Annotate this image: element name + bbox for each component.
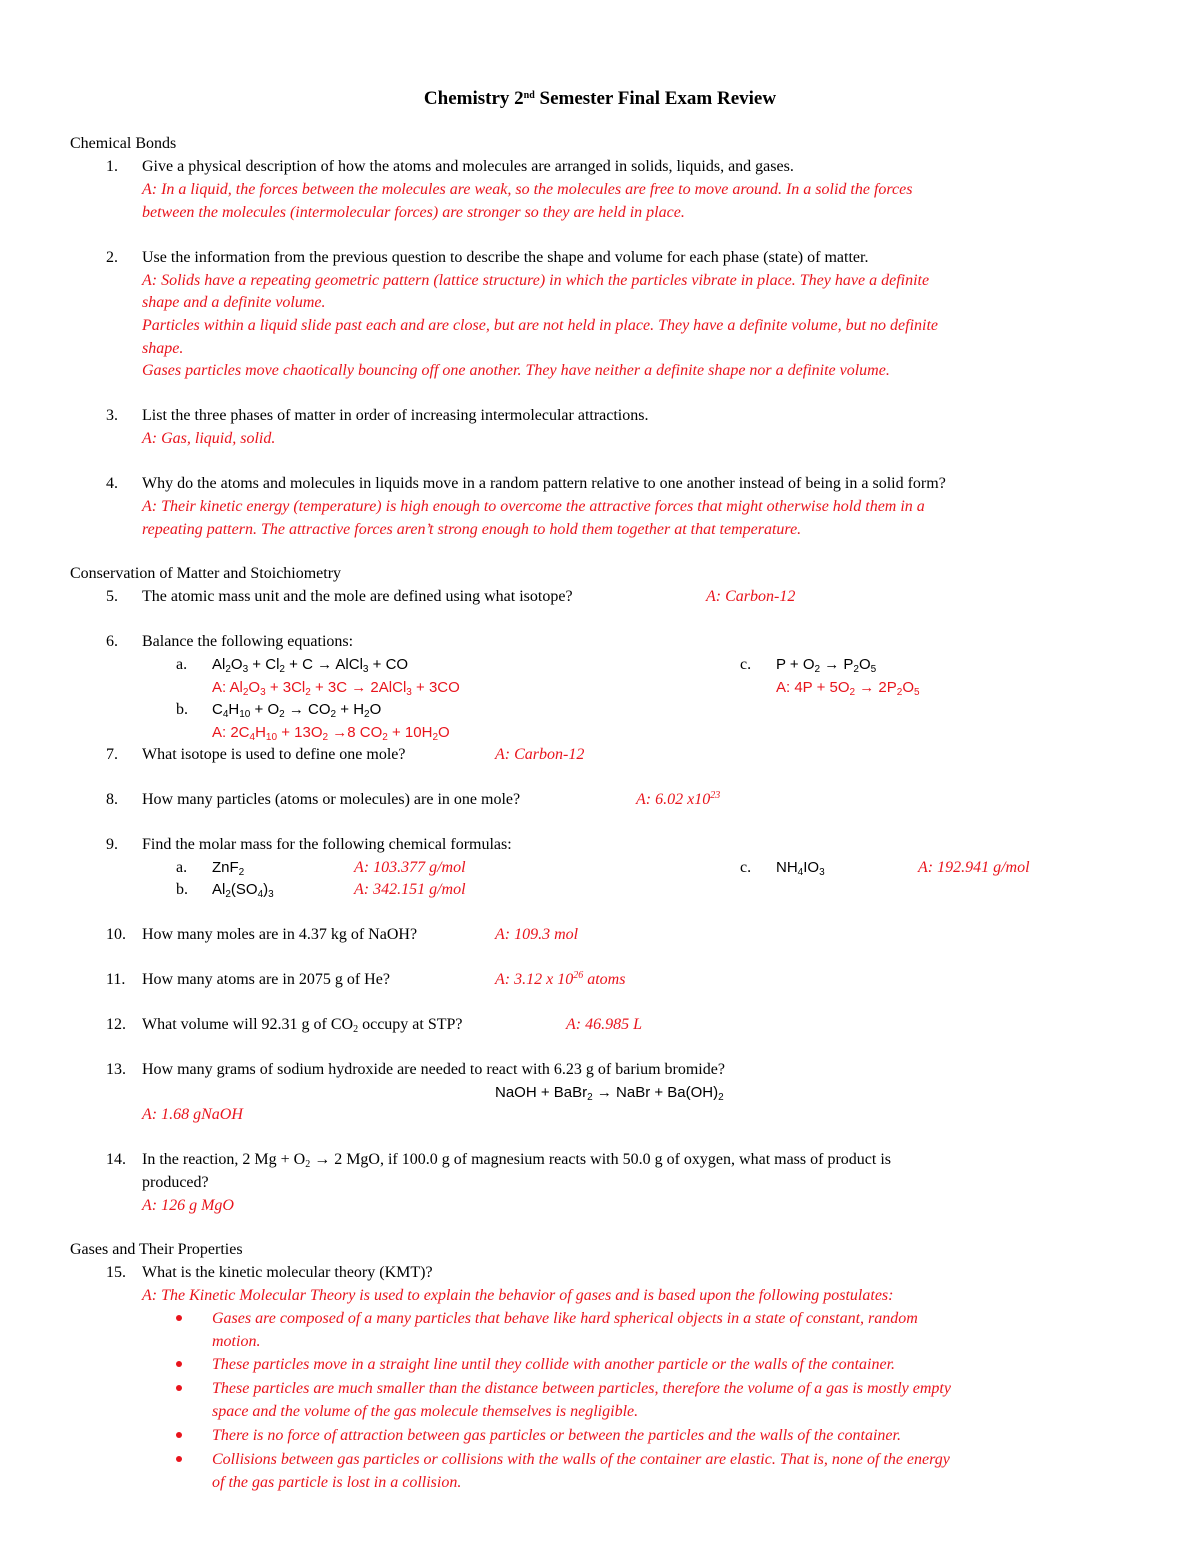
answer-text: A: Carbon-12: [495, 746, 585, 763]
bullet-icon: [176, 1361, 182, 1367]
section-heading-gases: Gases and Their Properties: [70, 1241, 243, 1258]
section-heading-chemical-bonds: Chemical Bonds: [70, 135, 177, 152]
question-text: Use the information from the previous question to describe the shape and volume for each phase (state) of matter.: [142, 249, 869, 266]
question-number: 13.: [106, 1061, 126, 1078]
bullet-icon: [176, 1456, 182, 1462]
answer-text: Gases particles move chaotically bouncing off one another. They have neither a definite shape nor a definite volume.: [142, 362, 890, 379]
question-text: In the reaction, 2 $Mg + O_2 \to 2$ MgO, if 100.0 g of magnesium reacts with 50.0 g of oxygen, what mass of product is: [142, 1151, 892, 1170]
question-number: 12.: [106, 1016, 126, 1033]
bullet-icon: [176, 1432, 182, 1438]
item-letter: c.: [740, 859, 752, 876]
question-text: Find the molar mass for the following chemical formulas:: [142, 836, 512, 853]
answer-text: shape.: [142, 340, 184, 357]
question-text: What isotope is used to define one mole?: [142, 746, 406, 763]
question-number: 2.: [106, 249, 118, 266]
question-number: 1.: [106, 158, 118, 175]
formula-b: $Al_2(SO_4)_3$: [212, 881, 274, 900]
bullet-icon: [176, 1385, 182, 1391]
answer-text: A: 109.3 mol: [495, 926, 579, 943]
item-letter: a.: [176, 656, 188, 673]
equation-c: $P + O_2 \to P_2O_5$: [776, 656, 877, 675]
question-text: The atomic mass unit and the mole are defined using what isotope?: [142, 588, 573, 605]
question-text: Why do the atoms and molecules in liquids move in a random pattern relative to one another instead of being in a solid form?: [142, 475, 946, 492]
question-number: 14.: [106, 1151, 126, 1168]
equation-a: $Al_2O_3 + Cl_2 + C$ → AlCl$_3$ + CO: [212, 656, 409, 675]
answer-text: A: Gas, liquid, solid.: [142, 430, 276, 447]
answer-text: A: Carbon-12: [706, 588, 796, 605]
equation: NaOH + BaBr$_2$ → NaBr + $Ba(OH)_2$: [495, 1084, 724, 1103]
question-number: 4.: [106, 475, 118, 492]
answer-text: A: The Kinetic Molecular Theory is used to explain the behavior of gases and is based upon the following postulates:: [142, 1287, 894, 1304]
answer-equation-c: A: $4P + 5O_2 \to 2P_2O_5$: [776, 679, 920, 698]
item-letter: b.: [176, 881, 188, 898]
list-item: These particles move in a straight line until they collide with another particle or the walls of the container.: [212, 1356, 896, 1373]
question-number: 6.: [106, 633, 118, 650]
question-text: How many moles are in 4.37 kg of NaOH?: [142, 926, 418, 943]
question-number: 5.: [106, 588, 118, 605]
answer-text: A: Solids have a repeating geometric pattern (lattice structure) in which the particles vibrate in place. They have a definite: [142, 272, 930, 289]
question-number: 10.: [106, 926, 126, 943]
question-text: How many particles (atoms or molecules) are in one mole?: [142, 791, 521, 808]
item-letter: c.: [740, 656, 752, 673]
question-text: List the three phases of matter in order of increasing intermolecular attractions.: [142, 407, 649, 424]
answer-text: between the molecules (intermolecular forces) are stronger so they are held in place.: [142, 204, 685, 221]
list-item: motion.: [212, 1333, 261, 1350]
page-title: Chemistry 2nd Semester Final Exam Review: [423, 88, 777, 109]
list-item: Gases are composed of a many particles that behave like hard spherical objects in a state of constant, random: [212, 1310, 918, 1327]
list-item: Collisions between gas particles or collisions with the walls of the container are elastic. That is, none of the energy: [212, 1451, 950, 1468]
answer-text: A: 342.151 g/mol: [354, 881, 466, 898]
section-heading-stoichiometry: Conservation of Matter and Stoichiometry: [70, 565, 342, 582]
answer-text: A: 103.377 g/mol: [354, 859, 466, 876]
question-text: Balance the following equations:: [142, 633, 354, 650]
answer-text: A: 192.941 g/mol: [918, 859, 1030, 876]
answer-text: A: 1.68 gNaOH: [142, 1106, 243, 1123]
answer-text: A: Their kinetic energy (temperature) is high enough to overcome the attractive forces that might otherwise hold them in a: [142, 498, 925, 515]
question-number: 11.: [106, 971, 126, 988]
list-item: There is no force of attraction between gas particles or between the particles and the walls of the container.: [212, 1427, 901, 1444]
question-text: What is the kinetic molecular theory (KMT)?: [142, 1264, 433, 1281]
answer-text: A: 3.12 x $10^{26}$ atoms: [495, 970, 626, 988]
list-item: of the gas particle is lost in a collision.: [212, 1474, 462, 1491]
item-letter: a.: [176, 859, 188, 876]
question-text: What volume will 92.31 g of $CO_2$ occupy at STP?: [142, 1016, 463, 1035]
question-number: 15.: [106, 1264, 126, 1281]
answer-text: A: 126 g MgO: [142, 1197, 234, 1214]
question-text: Give a physical description of how the atoms and molecules are arranged in solids, liquids, and gases.: [142, 158, 794, 175]
answer-text: Particles within a liquid slide past each and are close, but are not held in place. They have a definite volume, but no definite: [142, 317, 938, 334]
question-number: 3.: [106, 407, 118, 424]
formula-a: ZnF$_2$: [212, 859, 245, 878]
question-number: 9.: [106, 836, 118, 853]
answer-equation-a: A: $Al_2O_3 + 3Cl_2 + 3C$ → 2AlCl$_3$ + 3CO: [212, 679, 460, 698]
answer-text: repeating pattern. The attractive forces aren’t strong enough to hold them together at that temperature.: [142, 521, 802, 538]
question-number: 8.: [106, 791, 118, 808]
question-number: 7.: [106, 746, 118, 763]
answer-text: A: 6.02 $x10^{23}$: [636, 790, 721, 808]
answer-text: A: 46.985 L: [566, 1016, 642, 1033]
answer-equation-b: A: $2C_4H_{10} + 13O_2 \to 8$ $CO_2 + 10H_2O$: [212, 724, 450, 743]
equation-b: $C_4H_{10} + O_2 \to CO_2 + H_2O$: [212, 701, 382, 720]
list-item: space and the volume of the gas molecule themselves is negligible.: [212, 1403, 639, 1420]
bullet-icon: [176, 1315, 182, 1321]
question-text: How many grams of sodium hydroxide are needed to react with 6.23 g of barium bromide?: [142, 1061, 725, 1078]
answer-text: shape and a definite volume.: [142, 294, 326, 311]
question-text: produced?: [142, 1174, 209, 1191]
answer-text: A: In a liquid, the forces between the molecules are weak, so the molecules are free to move around. In a solid the forces: [142, 181, 913, 198]
formula-c: $NH_4IO_3$: [776, 859, 825, 878]
item-letter: b.: [176, 701, 188, 718]
question-text: How many atoms are in 2075 g of He?: [142, 971, 390, 988]
list-item: These particles are much smaller than the distance between particles, therefore the volume of a gas is mostly empty: [212, 1380, 951, 1397]
